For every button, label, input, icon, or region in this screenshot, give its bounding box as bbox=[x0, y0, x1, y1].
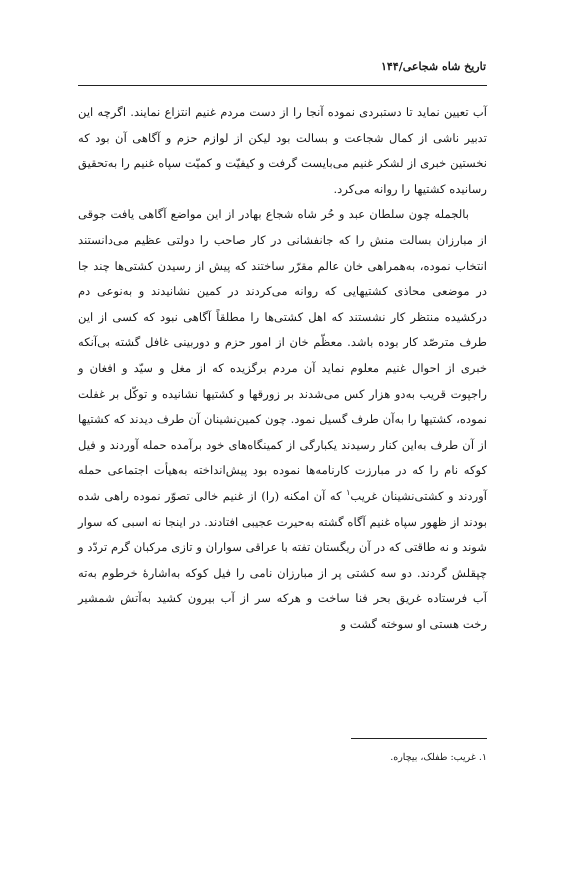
header-rule bbox=[78, 85, 487, 86]
paragraph-2-part-2: که آن امکنه (را) از غنیم خالی تصوّر نموده راهی شده بودند از ظهور سپاه غنیم آگاه گشته به‌حیرت عجیبی افتادند. در اینجا نه اسبی که سوار شوند و نه طاقتی که در آن ریگستان تفته با عراقی سواران و تازی مرکبان گرم تردّد و چپقلش گردند. دو سه کشتی پر از مبارزان نامی را فیل کوکه به‌اشارهٔ خرطوم به‌ته آب فرستاده غریق بحر فنا ساخت و هرکه سر از آب بیرون کشید به‌آتش شمشیر رخت هستی او سوخته گشت و bbox=[78, 488, 487, 631]
running-head: تاریخ شاه شجاعی/۱۴۴ bbox=[380, 60, 486, 73]
main-text bbox=[78, 100, 487, 637]
footnote: ۱. غریب: طفلک، بیچاره. bbox=[390, 752, 487, 763]
paragraph-1: آب تعیین نماید تا دستبردی نموده آنجا را از دست مردم غنیم انتزاع نمایند. اگرچه این تدبیر ناشی از کمال شجاعت و بسالت بود لیکن از لوازم حزم و آگاهی آن بود که نخستین خبری از لشکر غنیم می‌بایست گرفت و کیفیّت و کمیّت سپاه غنیم را به‌تحقیق رسانیده کشتیها را روانه می‌کرد. bbox=[78, 105, 487, 196]
paragraph-2 bbox=[78, 202, 487, 637]
footnote-reference: ۱ bbox=[346, 488, 351, 498]
footnote-rule bbox=[351, 738, 487, 739]
paragraph-2-part-1: بالجمله چون سلطان عبد و حُر شاه شجاع بهادر از این مواضع آگاهی یافت جوقی از مبارزان بسالت منش را که جانفشانی در کار صاحب را دولتی عظیم می‌دانستند انتخاب نموده، به‌همراهی خان عالم مقرّر ساختند که پیش از رسیدن کشتی‌ها چند جا در موضعی محاذی کشتیهایی که روانه می‌کردند در کمین نشانیدند و به‌نوعی دم درکشیده منتظر کار نشستند که اهل کشتی‌ها را مطلقاً آگاهی نبود که کسی از این طرف مترصّد کار بوده باشد. معظّم خان از امور حزم و دوربینی غافل گشته بی‌آنکه خبری از احوال غنیم معلوم نماید آن مردم برگزیده که از مغل و سیّد و افغان و راجپوت قریب به‌دو هزار کس می‌شدند بر زورقها و کشتیها نشانیده و توکّل بر غفلت نموده، کشتیها را به‌آن طرف گسیل نمود. چون کمین‌نشینان آن طرف دیدند که کشتیها از آن طرف به‌این کنار رسیدند یکبارگی از کمینگاه‌های خود برآمده حمله آوردند و فیل کوکه نام را که در مبارزت کارنامه‌ها نموده بود پیش‌انداخته به‌هیأت اجتماعی حمله آوردند و کشتی‌نشینان غریب bbox=[78, 207, 487, 503]
